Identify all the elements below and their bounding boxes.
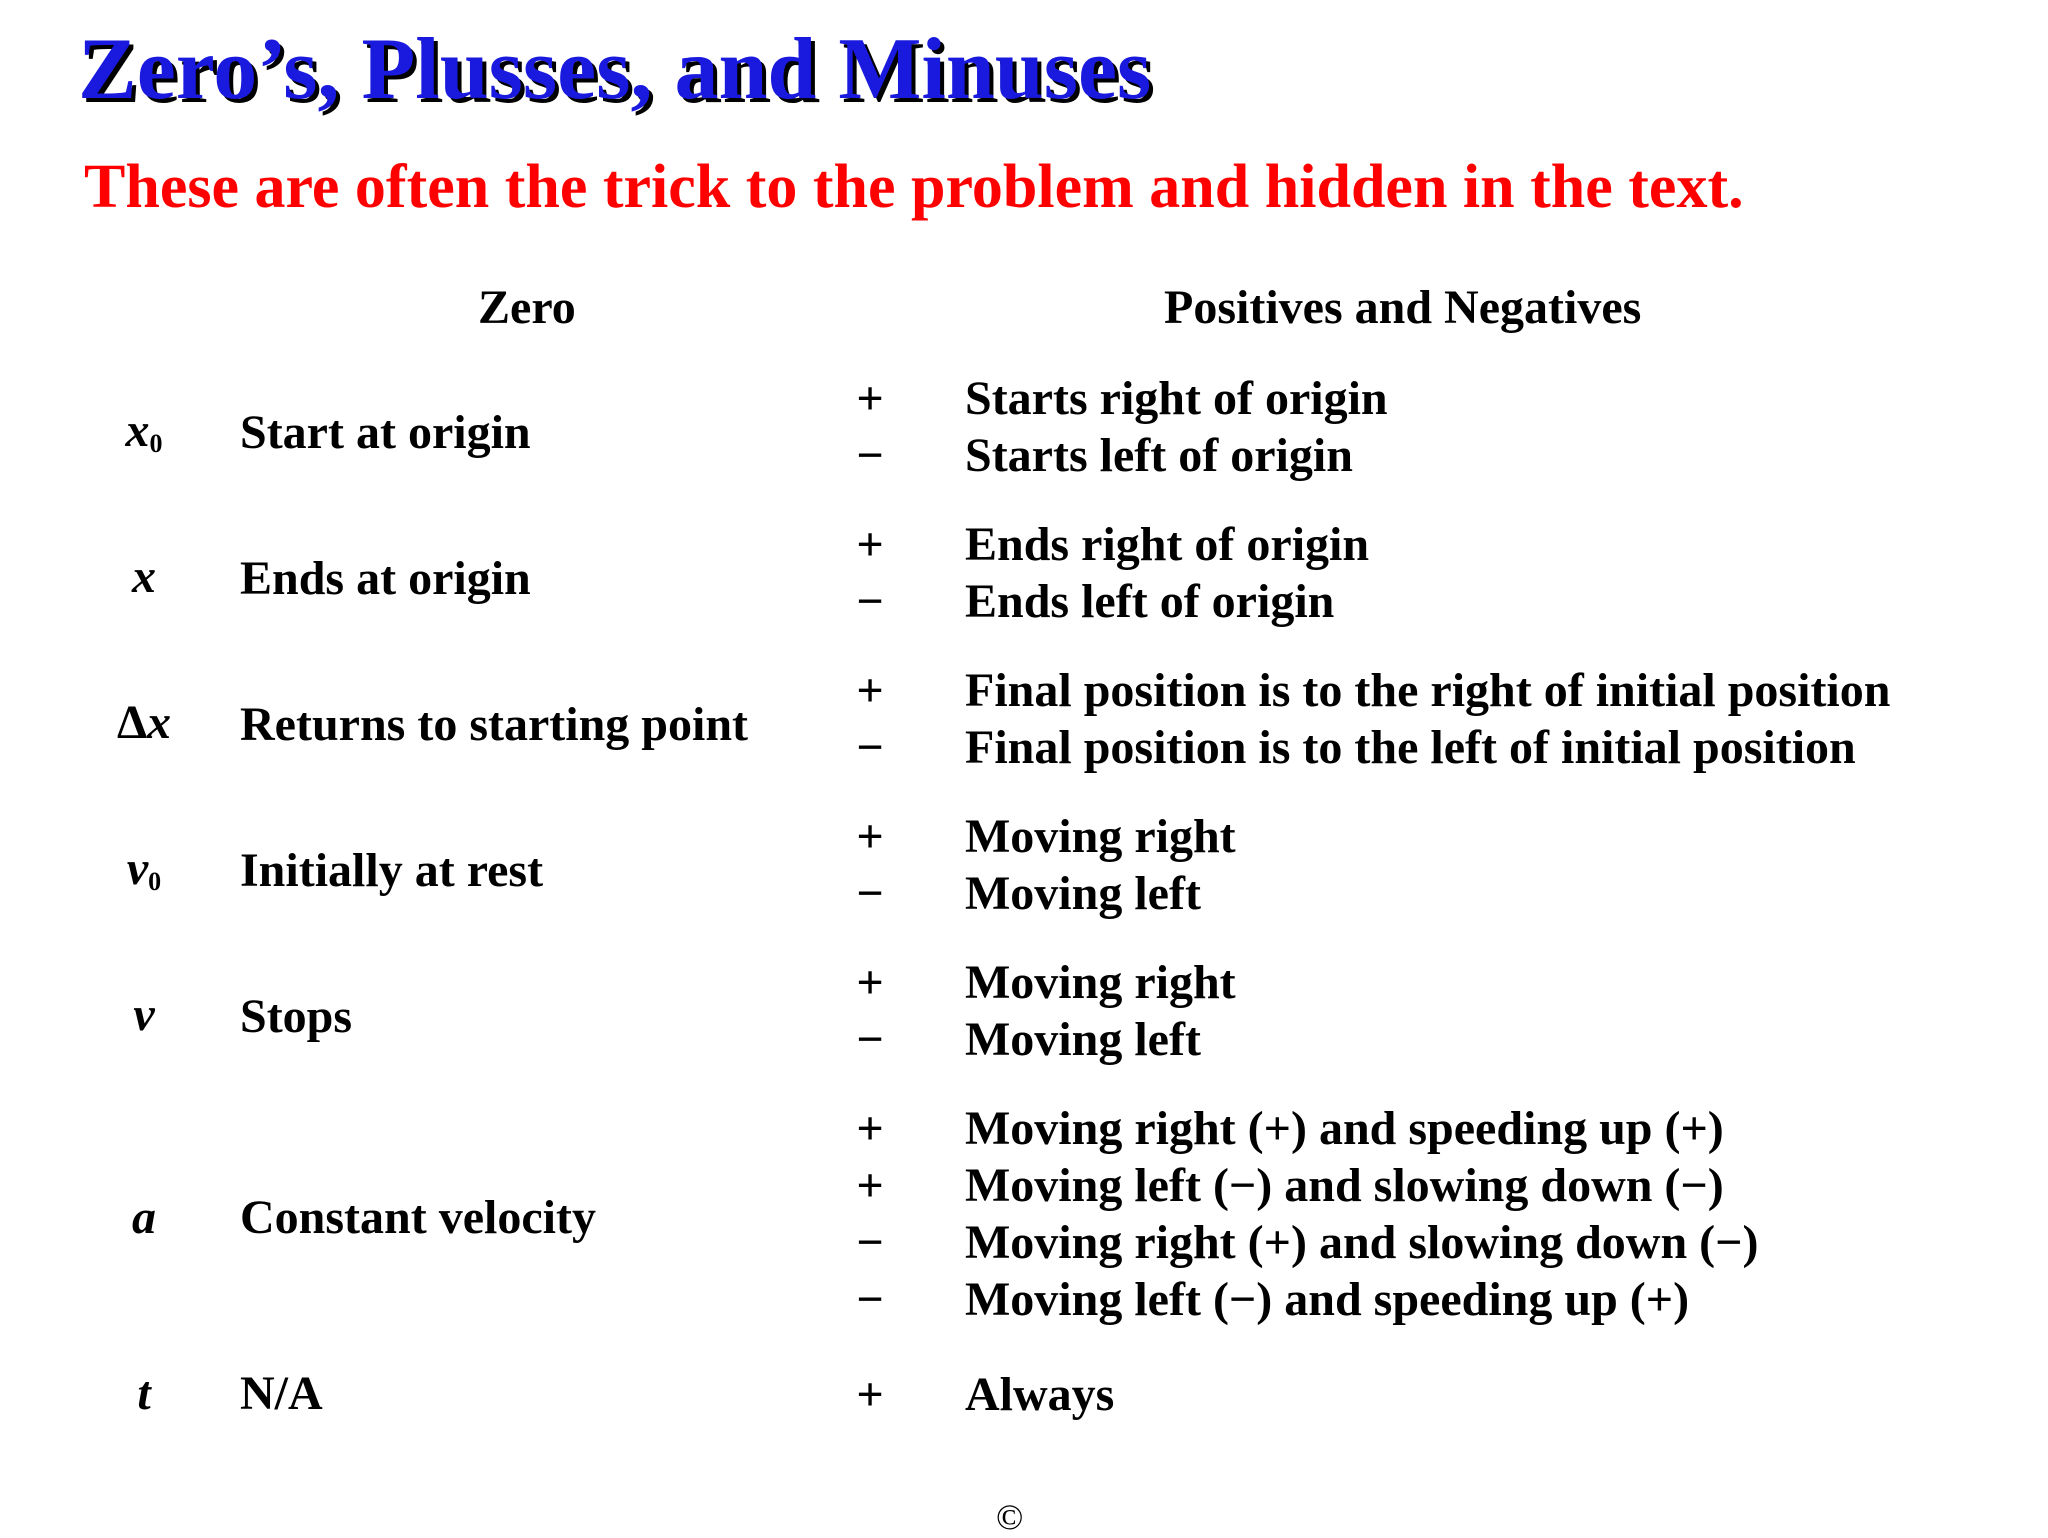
- sign-meaning: Starts right of origin: [965, 372, 1388, 425]
- sign-minus: −: [856, 867, 884, 920]
- sign-plus: +: [856, 1159, 884, 1212]
- copyright-symbol: ©: [996, 1497, 1024, 1537]
- variable-symbol: $x_0$: [125, 404, 163, 458]
- sign-plus: +: [856, 1102, 884, 1155]
- sign-meaning-list: [965, 1100, 1758, 1328]
- zero-meaning: Initially at rest: [240, 844, 544, 897]
- sign-meaning: Starts left of origin: [965, 429, 1353, 482]
- slide-title: Zero’s, Plusses, and Minuses: [78, 21, 1152, 118]
- sign-meaning: Final position is to the left of initial position: [965, 721, 1856, 774]
- variable-symbol: a: [132, 1191, 156, 1244]
- sign-column: [850, 370, 890, 484]
- zero-meaning: N/A: [240, 1367, 323, 1420]
- sign-meaning: Moving right (+) and slowing down (−): [965, 1216, 1759, 1269]
- sign-minus: −: [856, 1216, 884, 1269]
- sign-column: [850, 808, 890, 922]
- sign-column: [850, 954, 890, 1068]
- variable-symbol: x: [132, 550, 156, 603]
- variable-symbol: $v_0$: [126, 842, 162, 896]
- sign-meaning-list: [965, 662, 1890, 776]
- sign-column: [850, 516, 890, 630]
- sign-plus: +: [856, 956, 884, 1009]
- sign-meaning: Moving left: [965, 1013, 1201, 1066]
- sign-meaning-list: [965, 808, 1236, 922]
- variable-symbol: Δx: [116, 696, 172, 749]
- sign-meaning: Moving right: [965, 956, 1236, 1009]
- sign-plus: +: [856, 810, 884, 863]
- zero-meaning: Start at origin: [240, 406, 531, 459]
- sign-column: [850, 662, 890, 776]
- sign-meaning: Ends right of origin: [965, 518, 1370, 571]
- sign-meaning: Final position is to the right of initial position: [965, 664, 1891, 717]
- zero-meaning: Constant velocity: [240, 1191, 596, 1244]
- slide-subtitle: These are often the trick to the problem and hidden in the text.: [84, 153, 1744, 221]
- sign-plus: +: [856, 664, 884, 717]
- sign-minus: −: [856, 721, 884, 774]
- sign-meaning-list: [965, 1366, 1114, 1423]
- zero-meaning: Returns to starting point: [240, 698, 749, 751]
- column-header-positives-negatives: Positives and Negatives: [1164, 281, 1642, 334]
- sign-minus: −: [856, 575, 884, 628]
- sign-meaning: Moving right (+) and speeding up (+): [965, 1102, 1724, 1155]
- sign-plus: +: [856, 518, 884, 571]
- variable-symbol: v: [133, 988, 155, 1041]
- sign-minus: −: [856, 1013, 884, 1066]
- sign-meaning-list: [965, 370, 1388, 484]
- sign-meaning-list: [965, 516, 1369, 630]
- sign-meaning: Moving left: [965, 867, 1201, 920]
- sign-meaning-list: [965, 954, 1236, 1068]
- sign-column: [850, 1100, 890, 1328]
- sign-meaning: Moving left (−) and speeding up (+): [965, 1273, 1690, 1326]
- sign-plus: +: [856, 1368, 884, 1421]
- sign-meaning: Always: [965, 1368, 1115, 1421]
- sign-column: [850, 1366, 890, 1423]
- sign-meaning: Ends left of origin: [965, 575, 1335, 628]
- sign-plus: +: [856, 372, 884, 425]
- sign-meaning: Moving left (−) and slowing down (−): [965, 1159, 1724, 1212]
- sign-meaning: Moving right: [965, 810, 1236, 863]
- column-header-zero: Zero: [478, 281, 576, 334]
- sign-minus: −: [856, 1273, 884, 1326]
- zero-meaning: Stops: [240, 990, 353, 1043]
- sign-minus: −: [856, 429, 884, 482]
- variable-symbol: t: [137, 1367, 151, 1420]
- zero-meaning: Ends at origin: [240, 552, 531, 605]
